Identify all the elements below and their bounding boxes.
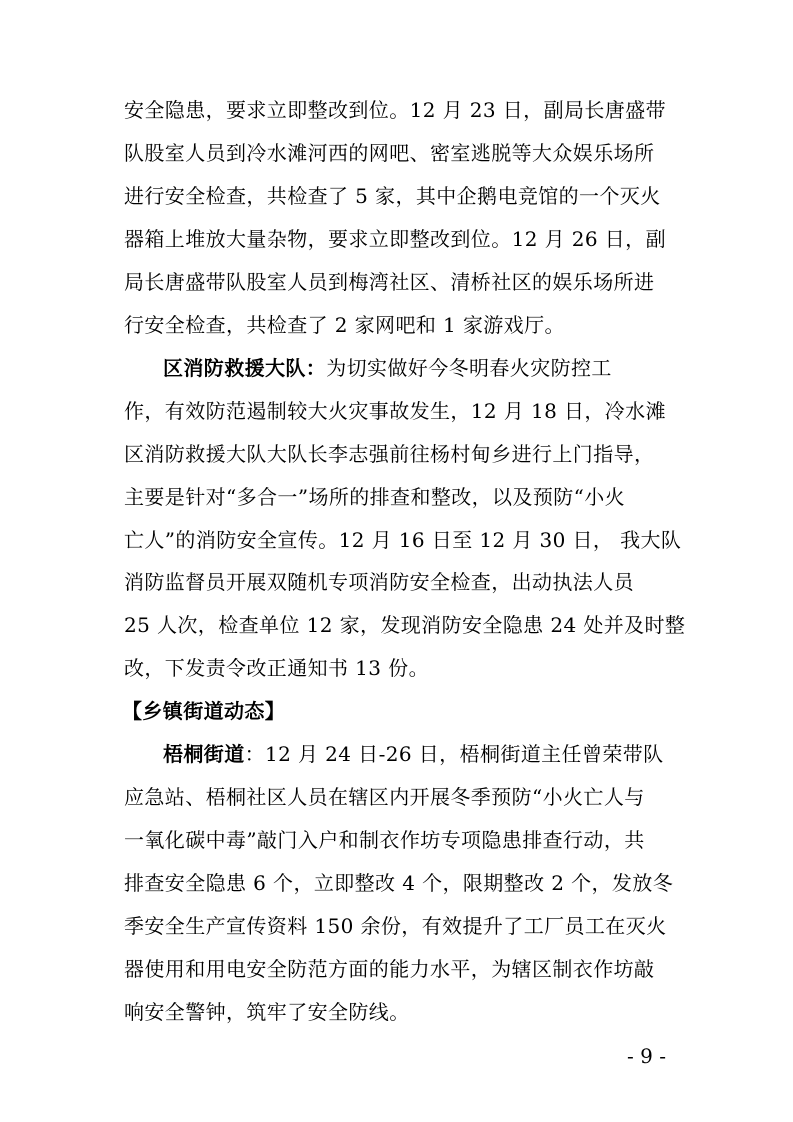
paragraph-line: 器使用和用电安全防范方面的能力水平，为辖区制衣作坊敲 bbox=[124, 957, 655, 981]
paragraph-line: 排查安全隐患 6 个，立即整改 4 个，限期整改 2 个，发放冬 bbox=[124, 871, 674, 895]
paragraph-line: 进行安全检查，共检查了 5 家，其中企鹅电竞馆的一个灭火 bbox=[124, 184, 661, 208]
paragraph-line: 作，有效防范遏制较大火灾事故发生，12 月 18 日，冷水滩 bbox=[124, 399, 666, 423]
paragraph-line: 一氧化碳中毒”敲门入户和制衣作坊专项隐患排查行动，共 bbox=[124, 828, 645, 852]
paragraph-text: ：12 月 24 日-26 日，梧桐街道主任曾荣带队 bbox=[244, 742, 664, 766]
paragraph-line: 亡人”的消防安全宣传。12 月 16 日至 12 月 30 日， 我大队 bbox=[124, 528, 682, 552]
street-label: 梧桐街道 bbox=[163, 742, 245, 766]
paragraph-line: 季安全生产宣传资料 150 余份，有效提升了工厂员工在灭火 bbox=[124, 914, 667, 938]
paragraph-line: 队股室人员到冷水滩河西的网吧、密室逃脱等大众娱乐场所 bbox=[124, 141, 655, 165]
paragraph-first-line bbox=[163, 742, 664, 766]
paragraph-line: 应急站、梧桐社区人员在辖区内开展冬季预防“小火亡人与 bbox=[124, 785, 645, 809]
paragraph-first-line bbox=[163, 356, 612, 380]
paragraph-line: 局长唐盛带队股室人员到梅湾社区、清桥社区的娱乐场所进 bbox=[124, 270, 655, 294]
paragraph-line: 行安全检查，共检查了 2 家网吧和 1 家游戏厅。 bbox=[124, 313, 565, 337]
page-number: - 9 - bbox=[627, 1044, 666, 1068]
fire-brigade-label: 区消防救援大队： bbox=[163, 356, 327, 380]
paragraph-text: 为切实做好今冬明春火灾防控工 bbox=[326, 356, 612, 380]
paragraph-line: 25 人次，检查单位 12 家，发现消防安全隐患 24 处并及时整 bbox=[124, 613, 686, 637]
paragraph-line: 主要是针对“多合一”场所的排查和整改，以及预防“小火 bbox=[124, 485, 626, 509]
paragraph-line: 区消防救援大队大队长李志强前往杨村甸乡进行上门指导， bbox=[124, 442, 655, 466]
paragraph-line: 安全隐患，要求立即整改到位。12 月 23 日，副局长唐盛带 bbox=[124, 98, 666, 122]
paragraph-line: 消防监督员开展双随机专项消防安全检查，出动执法人员 bbox=[124, 570, 634, 594]
paragraph-line: 器箱上堆放大量杂物，要求立即整改到位。12 月 26 日，副 bbox=[124, 227, 666, 251]
paragraph-line: 响安全警钟，筑牢了安全防线。 bbox=[124, 1000, 410, 1024]
paragraph-line: 改，下发责令改正通知书 13 份。 bbox=[124, 656, 429, 680]
section-heading: 【乡镇街道动态】 bbox=[122, 699, 286, 723]
